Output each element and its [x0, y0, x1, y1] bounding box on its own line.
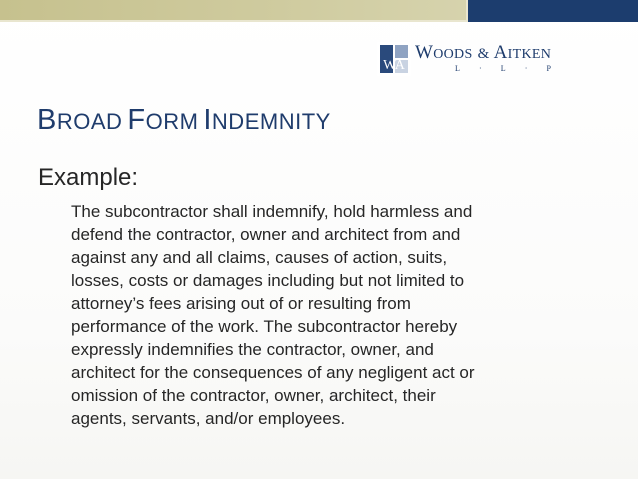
- clause-line: The subcontractor shall indemnify, hold harmless and: [71, 202, 473, 221]
- firm-logo-name: WOODS & AITKEN: [415, 42, 552, 63]
- firm-logo-llp: L · L · P: [455, 64, 551, 73]
- top-banner-blue-block: [466, 0, 638, 22]
- clause-line: losses, costs or damages including but not limited to: [71, 271, 465, 290]
- clause-line: attorney’s fees arising out of or resulting from: [71, 294, 411, 313]
- top-banner-divider: [466, 0, 468, 22]
- top-banner-gold-band: [0, 0, 466, 20]
- clause-line: expressly indemnifies the contractor, owner, and: [71, 340, 434, 359]
- clause-line: omission of the contractor, owner, architect, their: [71, 386, 436, 405]
- indemnity-clause: [71, 200, 591, 430]
- slide-title: BROAD FORM INDEMNITY: [37, 104, 331, 136]
- firm-logo-mark-letters: WA: [383, 58, 405, 73]
- clause-line: agents, servants, and/or employees.: [71, 409, 346, 428]
- firm-logo: [377, 42, 559, 78]
- clause-line: performance of the work. The subcontractor hereby: [71, 317, 458, 336]
- top-banner: [0, 0, 638, 22]
- clause-line: defend the contractor, owner and architect from and: [71, 225, 461, 244]
- clause-line: architect for the consequences of any negligent act or: [71, 363, 475, 382]
- firm-logo-mark-icon: [377, 42, 411, 76]
- top-banner-rule: [0, 20, 466, 22]
- example-label: Example:: [38, 164, 139, 191]
- clause-line: against any and all claims, causes of action, suits,: [71, 248, 448, 267]
